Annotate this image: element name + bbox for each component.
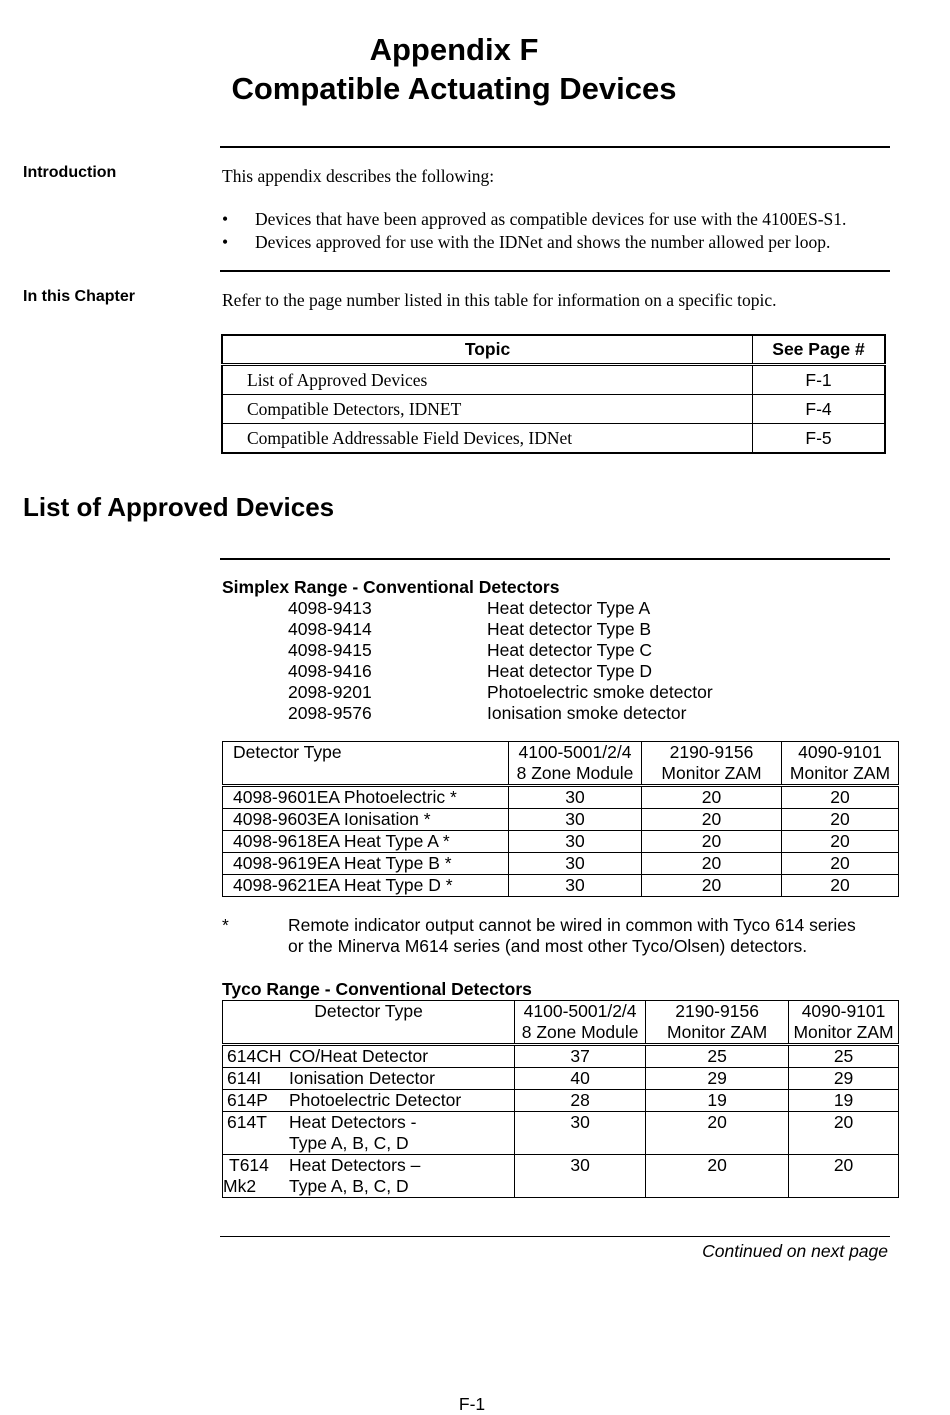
value-cell: 20 <box>642 875 782 897</box>
value-cell: 40 <box>515 1068 646 1090</box>
page-subtitle: Compatible Actuating Devices <box>231 71 677 106</box>
value-cell: 19 <box>646 1090 789 1112</box>
introduction-label: Introduction <box>23 164 117 181</box>
footnote-marker: * <box>222 915 229 935</box>
value-cell: 20 <box>642 809 782 831</box>
footnote-line: or the Minerva M614 series (and most other Tyco/Olsen) detectors. <box>288 936 808 956</box>
page-number: F-1 <box>458 1394 486 1414</box>
bullet-glyph: • <box>222 232 229 252</box>
chapter-lead: Refer to the page number listed in this table for information on a specific topic. <box>222 290 777 310</box>
detector-type-cell: 4098-9603EA Ionisation * <box>223 809 509 831</box>
table-row <box>222 424 885 454</box>
table-row <box>223 1090 899 1112</box>
value-cell: 25 <box>789 1045 899 1068</box>
detector-code-cell: 614T <box>223 1112 288 1155</box>
value-cell: 20 <box>789 1112 899 1155</box>
value-cell: 20 <box>642 786 782 809</box>
footnote-text <box>288 915 898 957</box>
value-cell: 20 <box>782 809 899 831</box>
device-code: 4098-9416 <box>288 661 372 681</box>
detector-code-cell <box>223 1155 288 1198</box>
header-line: 4100-5001/2/4 <box>523 1001 637 1021</box>
column-header-page: See Page # <box>753 335 886 365</box>
device-code: 2098-9576 <box>288 703 372 723</box>
detector-description-cell: CO/Heat Detector <box>287 1045 515 1068</box>
device-description: Photoelectric smoke detector <box>487 682 713 702</box>
column-header-monitor-zam-2190 <box>642 742 782 786</box>
header-line: 4090-9101 <box>801 1001 886 1021</box>
device-code: 2098-9201 <box>288 682 372 702</box>
detector-code-cell: 614I <box>223 1068 288 1090</box>
device-code: 4098-9413 <box>288 598 372 618</box>
value-cell: 19 <box>789 1090 899 1112</box>
bullet-glyph: • <box>222 209 229 229</box>
continued-note: Continued on next page <box>702 1241 888 1261</box>
header-line: Monitor ZAM <box>793 1022 894 1042</box>
table-header-row <box>223 742 899 786</box>
detector-type-cell: 4098-9619EA Heat Type B * <box>223 853 509 875</box>
table-row <box>223 831 899 853</box>
column-header-monitor-zam-2190 <box>646 1001 789 1045</box>
header-line: Monitor ZAM <box>667 1022 768 1042</box>
page-reference: F-5 <box>753 424 886 454</box>
header-line: Monitor ZAM <box>789 763 891 783</box>
simplex-heading: Simplex Range - Conventional Detectors <box>222 577 560 597</box>
value-cell: 30 <box>509 786 642 809</box>
device-description: Heat detector Type C <box>487 640 653 660</box>
header-line: Monitor ZAM <box>661 763 762 783</box>
table-row <box>223 786 899 809</box>
topic-link[interactable]: Compatible Addressable Field Devices, IDNet <box>222 424 753 454</box>
value-cell: 20 <box>782 786 899 809</box>
device-description: Heat detector Type A <box>487 598 651 618</box>
detector-type-cell: 4098-9621EA Heat Type D * <box>223 875 509 897</box>
column-header-topic: Topic <box>222 335 753 365</box>
code-line: Mk2 <box>223 1176 257 1196</box>
table-row <box>223 1155 899 1198</box>
chapter-label: In this Chapter <box>23 288 136 305</box>
detector-description-cell <box>287 1155 515 1198</box>
table-row <box>223 1068 899 1090</box>
list-item <box>222 209 902 231</box>
column-header-detector-type <box>223 742 509 786</box>
value-cell: 20 <box>642 831 782 853</box>
footnote-line: Remote indicator output cannot be wired in common with Tyco 614 series <box>288 915 856 935</box>
description-line: Type A, B, C, D <box>289 1176 409 1196</box>
device-description: Heat detector Type D <box>487 661 653 681</box>
header-line: Detector Type <box>314 1001 423 1021</box>
divider <box>220 558 890 560</box>
table-header-row <box>222 335 885 365</box>
value-cell: 20 <box>782 831 899 853</box>
header-line: 4100-5001/2/4 <box>518 742 632 762</box>
detector-type-cell: 4098-9618EA Heat Type A * <box>223 831 509 853</box>
value-cell: 20 <box>782 853 899 875</box>
value-cell: 30 <box>515 1112 646 1155</box>
tyco-heading: Tyco Range - Conventional Detectors <box>222 979 532 999</box>
simplex-compatibility-table <box>222 741 899 897</box>
list-item-text: Devices that have been approved as compatible devices for use with the 4100ES-S1. <box>255 209 847 229</box>
list-item-text: Devices approved for use with the IDNet and shows the number allowed per loop. <box>255 232 831 252</box>
table-row <box>223 809 899 831</box>
value-cell: 30 <box>509 809 642 831</box>
table-row <box>222 365 885 395</box>
header-line: 8 Zone Module <box>516 763 634 783</box>
divider <box>220 146 890 148</box>
detector-description-cell <box>287 1112 515 1155</box>
table-row <box>222 395 885 424</box>
code-line: T614 <box>229 1155 269 1175</box>
value-cell: 20 <box>646 1112 789 1155</box>
table-row <box>223 853 899 875</box>
page-title: Appendix F <box>369 32 539 67</box>
value-cell: 25 <box>646 1045 789 1068</box>
header-line: 2190-9156 <box>675 1001 759 1021</box>
detector-description-cell: Ionisation Detector <box>287 1068 515 1090</box>
description-line: Heat Detectors – <box>289 1155 421 1175</box>
topic-link[interactable]: Compatible Detectors, IDNET <box>222 395 753 424</box>
list-item <box>222 232 902 254</box>
divider <box>220 1236 890 1237</box>
column-header-zone-module <box>515 1001 646 1045</box>
column-header-monitor-zam-4090 <box>782 742 899 786</box>
value-cell: 20 <box>782 875 899 897</box>
detector-code-cell: 614P <box>223 1090 288 1112</box>
value-cell: 20 <box>642 853 782 875</box>
value-cell: 30 <box>509 853 642 875</box>
detector-type-cell: 4098-9601EA Photoelectric * <box>223 786 509 809</box>
detector-code-cell: 614CH <box>223 1045 288 1068</box>
device-code: 4098-9414 <box>288 619 372 639</box>
value-cell: 30 <box>509 875 642 897</box>
column-header-zone-module <box>509 742 642 786</box>
table-row <box>223 875 899 897</box>
value-cell: 29 <box>646 1068 789 1090</box>
column-header-detector-type <box>223 1001 515 1045</box>
topic-table <box>221 334 886 454</box>
value-cell: 30 <box>515 1155 646 1198</box>
value-cell: 29 <box>789 1068 899 1090</box>
header-line: 4090-9101 <box>798 742 882 762</box>
table-row <box>223 1112 899 1155</box>
description-line: Heat Detectors - <box>289 1112 417 1132</box>
detector-description-cell: Photoelectric Detector <box>287 1090 515 1112</box>
device-description: Heat detector Type B <box>487 619 652 639</box>
value-cell: 20 <box>646 1155 789 1198</box>
topic-link[interactable]: List of Approved Devices <box>222 365 753 395</box>
value-cell: 20 <box>789 1155 899 1198</box>
device-description: Ionisation smoke detector <box>487 703 687 723</box>
page-reference: F-1 <box>753 365 886 395</box>
table-header-row <box>223 1001 899 1045</box>
header-line: Detector Type <box>233 742 342 762</box>
introduction-lead: This appendix describes the following: <box>222 166 495 186</box>
description-line: Type A, B, C, D <box>289 1133 409 1153</box>
page-reference: F-4 <box>753 395 886 424</box>
device-code: 4098-9415 <box>288 640 372 660</box>
header-line: 8 Zone Module <box>521 1022 639 1042</box>
section-heading: List of Approved Devices <box>23 492 335 522</box>
tyco-compatibility-table <box>222 1000 899 1198</box>
header-line: 2190-9156 <box>669 742 754 762</box>
value-cell: 30 <box>509 831 642 853</box>
value-cell: 37 <box>515 1045 646 1068</box>
table-row <box>223 1045 899 1068</box>
value-cell: 28 <box>515 1090 646 1112</box>
column-header-monitor-zam-4090 <box>789 1001 899 1045</box>
divider <box>220 270 890 272</box>
